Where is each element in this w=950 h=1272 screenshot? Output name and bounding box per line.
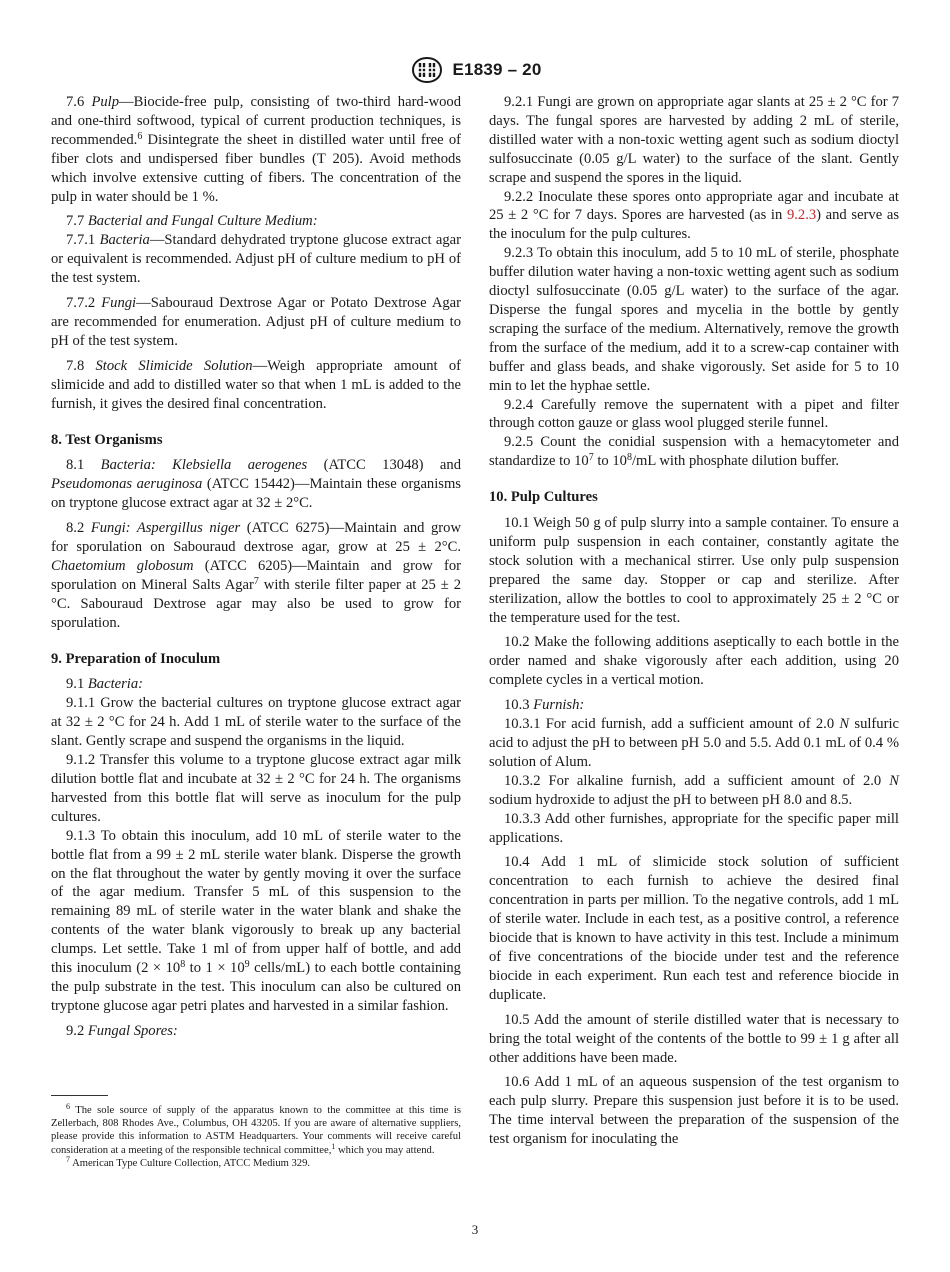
section-10-5: 10.5 Add the amount of sterile distilled water that is necessary to bring the total weight of the contents of the bottle to 99 ± 1 g after all other additions have been made. — [489, 1011, 899, 1066]
section-10-3-1: 10.3.1 For acid furnish, add a sufficient amount of 2.0 N sulfuric acid to adjust the pH to between pH 5.0 and 5.5. Add 0.1 mL of 0.4 % solution of Alum. — [489, 716, 899, 770]
section-7-7: 7.7 Bacterial and Fungal Culture Medium: — [66, 213, 318, 230]
footnotes — [51, 1104, 461, 1170]
right-column — [489, 93, 899, 1149]
section-10-2: 10.2 Make the following additions aseptically to each bottle in the order named and shake vigorously after each addition, using 20 complete cycles in a vertical motion. — [489, 634, 899, 689]
section-9-2-2: 9.2.2 Inoculate these spores onto appropriate agar and incubate at 25 ± 2 °C for 7 days. Spores are harvested (as in 9.2.3) and serve as the inoculum for the pulp cultures. — [489, 188, 900, 243]
section-9-2-4: 9.2.4 Carefully remove the supernatent with a pipet and filter through cotton gauze or glass wool plugged sterile funnel. — [489, 396, 899, 432]
section-9-1-3: 9.1.3 To obtain this inoculum, add 10 mL of sterile water to the bottle flat from a 99 ± 2 mL sterile water blank. Disperse the growth on the flat throughout the water by gently moving it over the surface of the agar medium. Transfer 5 mL of this suspension to the remaining 89 mL of sterile water in the water blank and shake the contents of the water blank vigorously to break up any bacterial clumps. Let settle. Take 1 ml of from upper half of bottle, and add this inoculum ($2 \times 10^8$ to $1 \times 10^9$ cells/mL) to each bottle containing the pulp substrate in the test. This inoculum can also be cultured on tryptone glucose agar petri plates and harvested in a similar fashion. — [51, 827, 461, 1014]
section-10-3-3: 10.3.3 Add other furnishes, appropriate for the specific paper mill applications. — [489, 810, 899, 846]
section-10-1: 10.1 Weigh 50 g of pulp slurry into a sample container. To ensure a uniform pulp suspension in each container, constantly agitate the stock solution with a mechanical stirrer. Use only pulp suspension prepared the same day. Stopper or cap and sterilize. After sterilization, allow the bottles to cool to approximately 25 ± 2 °C or the temperature used for the test. — [489, 515, 899, 626]
section-7-8: 7.8 Stock Slimicide Solution—Weigh appropriate amount of slimicide and add to distilled water so that when 1 mL is added to the furnish, it gives the desired final concentration. — [51, 357, 462, 412]
section-10-3: 10.3 Furnish: — [504, 697, 585, 714]
footnote-divider — [51, 1095, 108, 1096]
section-7-7-2: 7.7.2 Fungi—Sabouraud Dextrose Agar or Potato Dextrose Agar are recommended for enumeration. Adjust pH of culture medium to pH of the test system. — [51, 295, 462, 349]
section-9-2-1: 9.2.1 Fungi are grown on appropriate agar slants at 25 ± 2 °C for 7 days. The fungal spores are harvested by adding 2 mL of sterile, distilled water with a non-toxic wetting agent such as sodium dioctyl sulfosuccinate (0.05 g/L water) to the surface of the slant. Gently scrape and suspend the spores in the liquid. — [489, 94, 899, 186]
footnote-ref-6[interactable]: 6 — [137, 130, 143, 142]
section-8-2: 8.2 Fungi: Aspergillus niger (ATCC 6275)—Maintain and grow for sporulation on Sabouraud dextrose agar, grow at 25 ± 2°C. Chaetomium globosum (ATCC 6205)—Maintain and grow for sporulation on Mineral Salts Agar$^7$ with sterile filter paper at 25 ± 2 °C. Sabouraud Dextrose agar may also be used to grow for sporulation. — [51, 520, 461, 631]
heading-section-9: 9. Preparation of Inoculum — [51, 650, 221, 667]
page-header — [0, 54, 950, 86]
heading-section-10: 10. Pulp Cultures — [489, 489, 598, 506]
page-number: 3 — [471, 1222, 479, 1237]
section-10-4: 10.4 Add 1 mL of slimicide stock solution of sufficient concentration to each furnish to achieve the desired final concentration in parts per million. To the negative controls, add 1 mL of sterile water. Include in each test, as a positive control, a reference biocide that is known to have activity in this test. Include a minimum of five concentrations of the biocide under test and the reference biocide in each experiment. Run each test and reference biocide in duplicate. — [489, 854, 899, 1003]
footnote-6: $^6$ The sole source of supply of the apparatus known to the committee at this time is Zellerbach, 808 Rhodes Ave., Columbus, OH 43205. If you are aware of alternative suppliers, please provide this information to ASTM Headquarters. Your comments will receive careful consideration at a meeting of the responsible technical committee,$^1$ which you may attend. — [51, 1102, 461, 1156]
heading-section-8: 8. Test Organisms — [51, 431, 163, 448]
section-10-3-2: 10.3.2 For alkaline furnish, add a sufficient amount of 2.0 N sodium hydroxide to adjust the pH to between pH 8.0 and 8.5. — [489, 772, 899, 808]
section-7-6: 7.6 Pulp—Biocide-free pulp, consisting of two-third hard-wood and one-third softwood, typical of current production techniques, is recommended.$^6$ Disintegrate the sheet in distilled water until free of fiber clots and undispersed fiber bundles (T 205). Avoid methods which involve extensive cutting of fibers. The concentration of the pulp in water should be 1 %. — [51, 94, 462, 205]
cross-reference-link[interactable]: 9.2.3 — [786, 207, 817, 224]
section-9-2: 9.2 Fungal Spores: — [66, 1022, 178, 1039]
left-column — [51, 93, 461, 1041]
section-9-1-2: 9.1.2 Transfer this volume to a tryptone glucose extract agar milk dilution bottle flat and incubate at 32 ± 2 °C for 24 h. The organisms harvested from this bottle flat will serve as inoculum for the pulp cultures. — [51, 752, 461, 825]
footnote-7: $^7$ American Type Culture Collection, ATCC Medium 329. — [66, 1154, 311, 1169]
section-8-1: 8.1 Bacteria: Klebsiella aerogenes (ATCC 13048) and Pseudomonas aeruginosa (ATCC 15442)—Maintain these organisms on tryptone glucose extract agar at 32 ± 2°C. — [51, 457, 462, 512]
section-7-7-1: 7.7.1 Bacteria—Standard dehydrated tryptone glucose extract agar or equivalent is recommended. Adjust pH of culture medium to pH of the test system. — [51, 232, 461, 287]
astm-logo-icon — [409, 55, 445, 85]
section-9-1: 9.1 Bacteria: — [66, 676, 144, 693]
section-9-2-5: 9.2.5 Count the conidial suspension with a hemacytometer and standardize to $10^7$ to $10^8/mL$ with phosphate dilution buffer. — [489, 434, 899, 470]
section-10-6: 10.6 Add 1 mL of an aqueous suspension of the test organism to each pulp slurry. Prepare this suspension just before it is to be used. The time interval between the preparation of the suspension of the test organism for inoculating the — [489, 1074, 899, 1148]
footnote-ref-7[interactable]: 7 — [253, 575, 259, 587]
document-designation: E1839 – 20 — [452, 60, 542, 79]
section-9-2-3: 9.2.3 To obtain this inoculum, add 5 to 10 mL of sterile, phosphate buffer dilution water having a non-toxic wetting agent such as sodium dioctyl sulfosuccinate (0.05 g/L water) to the surface of the agar. Disperse the fungal spores and mycelia in the bottle by gently scraping the surface of the medium. Alternatively, remove the growth from the surface of the medium, add it to a screw-cap container with buffer and glass beads, and shake vigorously. Set aside for 5 to 10 min to let the hyphae settle. — [489, 245, 899, 394]
section-9-1-1: 9.1.1 Grow the bacterial cultures on tryptone glucose extract agar at 32 ± 2 °C for 24 h. Add 1 mL of sterile water to the surface of the slant. Gently scrape and suspend the organisms in the liquid. — [51, 695, 461, 750]
